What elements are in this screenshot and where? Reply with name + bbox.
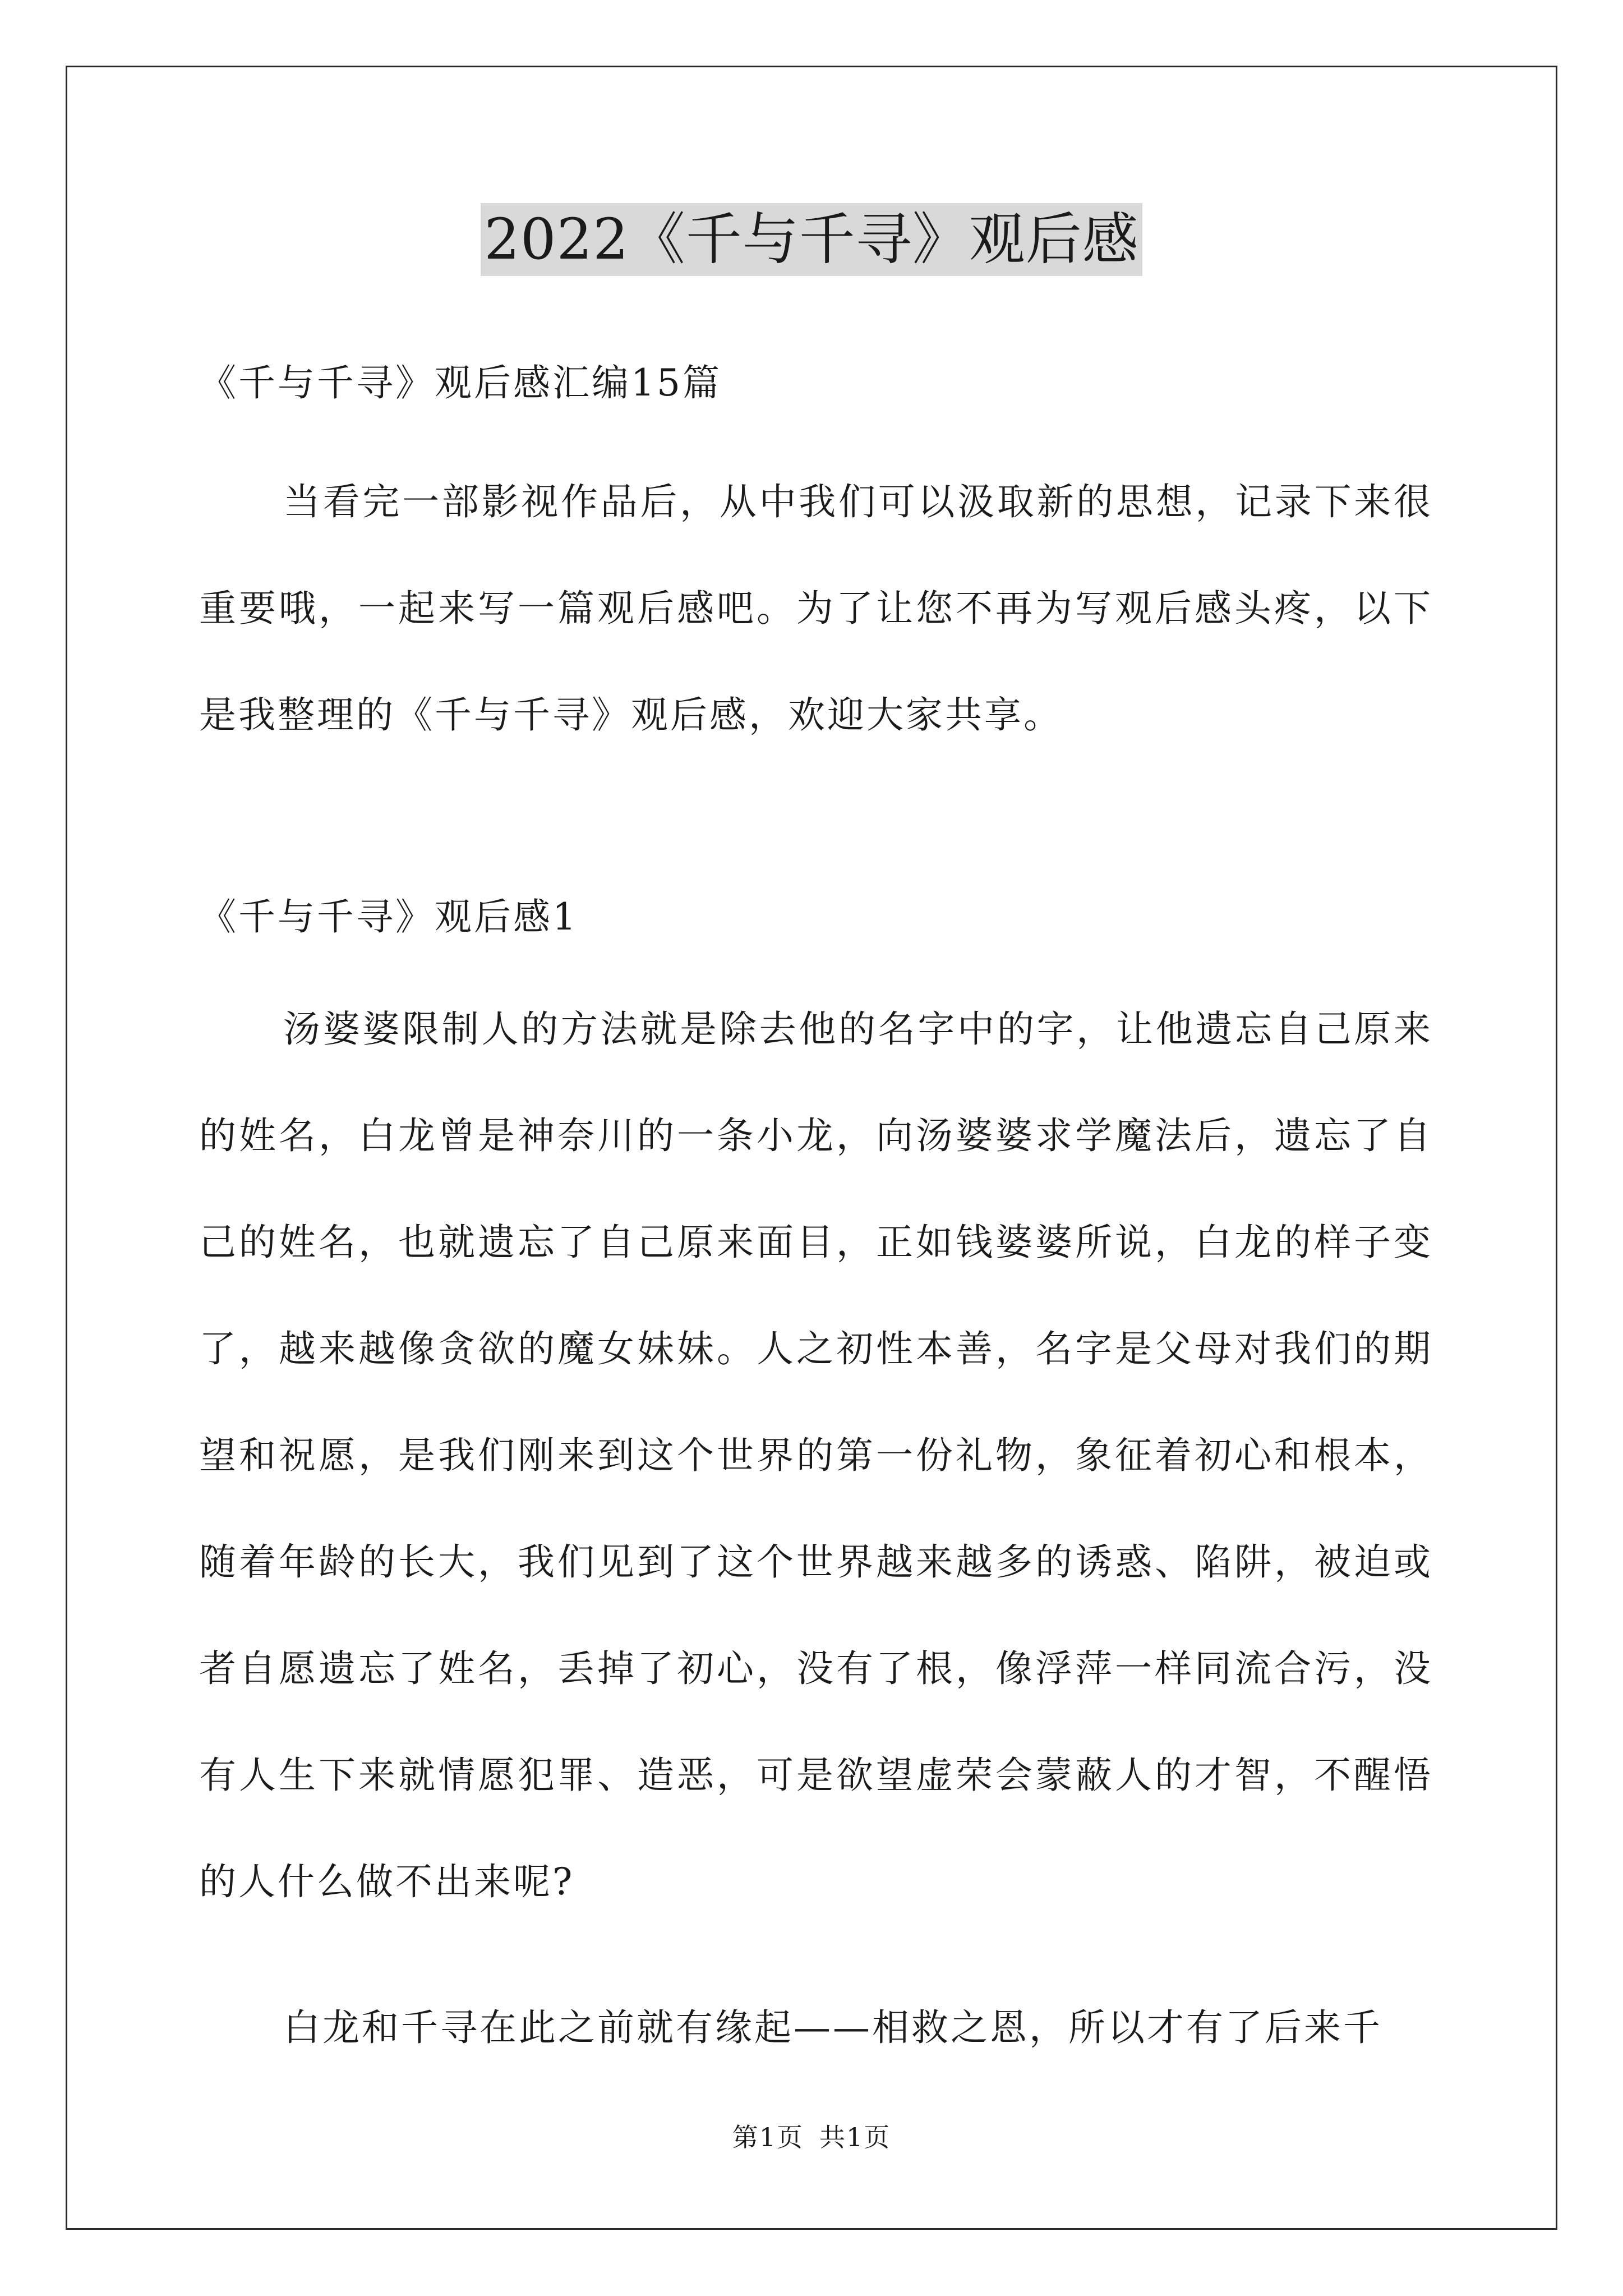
page-footer <box>0 2120 1623 2154</box>
section-paragraph-1: 汤婆婆限制人的方法就是除去他的名字中的字，让他遗忘自己原来的姓名，白龙曾是神奈川的一条小龙，向汤婆婆求学魔法后，遗忘了自己的姓名，也就遗忘了自己原来面目，正如钱婆婆所说，白龙的样子变了，越来越像贪欲的魔女妹妹。人之初性本善，名字是父母对我们的期望和祝愿，是我们刚来到这个世界的第一份礼物，象征着初心和根本，随着年龄的长大，我们见到了这个世界越来越多的诱惑、陷阱，被迫或者自愿遗忘了姓名，丢掉了初心，没有了根，像浮萍一样同流合污，没有人生下来就情愿犯罪、造恶，可是欲望虚荣会蒙蔽人的才智，不醒悟的人什么做不出来呢? <box>199 1007 1433 1903</box>
section-heading: 《千与千寻》观后感1 <box>199 895 578 938</box>
page-total: 共1页 <box>819 2122 891 2152</box>
intro-paragraph: 当看完一部影视作品后，从中我们可以汲取新的思想，记录下来很重要哦，一起来写一篇观后感吧。为了让您不再为写观后感头疼，以下是我整理的《千与千寻》观后感，欢迎大家共享。 <box>199 480 1433 737</box>
document-title: 2022《千与千寻》观后感 <box>481 203 1142 276</box>
document-subtitle: 《千与千寻》观后感汇编15篇 <box>199 361 722 404</box>
page-number: 第1页 <box>732 2122 804 2152</box>
title-container <box>0 203 1623 276</box>
section-paragraph-2: 白龙和千寻在此之前就有缘起——相救之恩，所以才有了后来千 <box>283 2006 1382 2049</box>
